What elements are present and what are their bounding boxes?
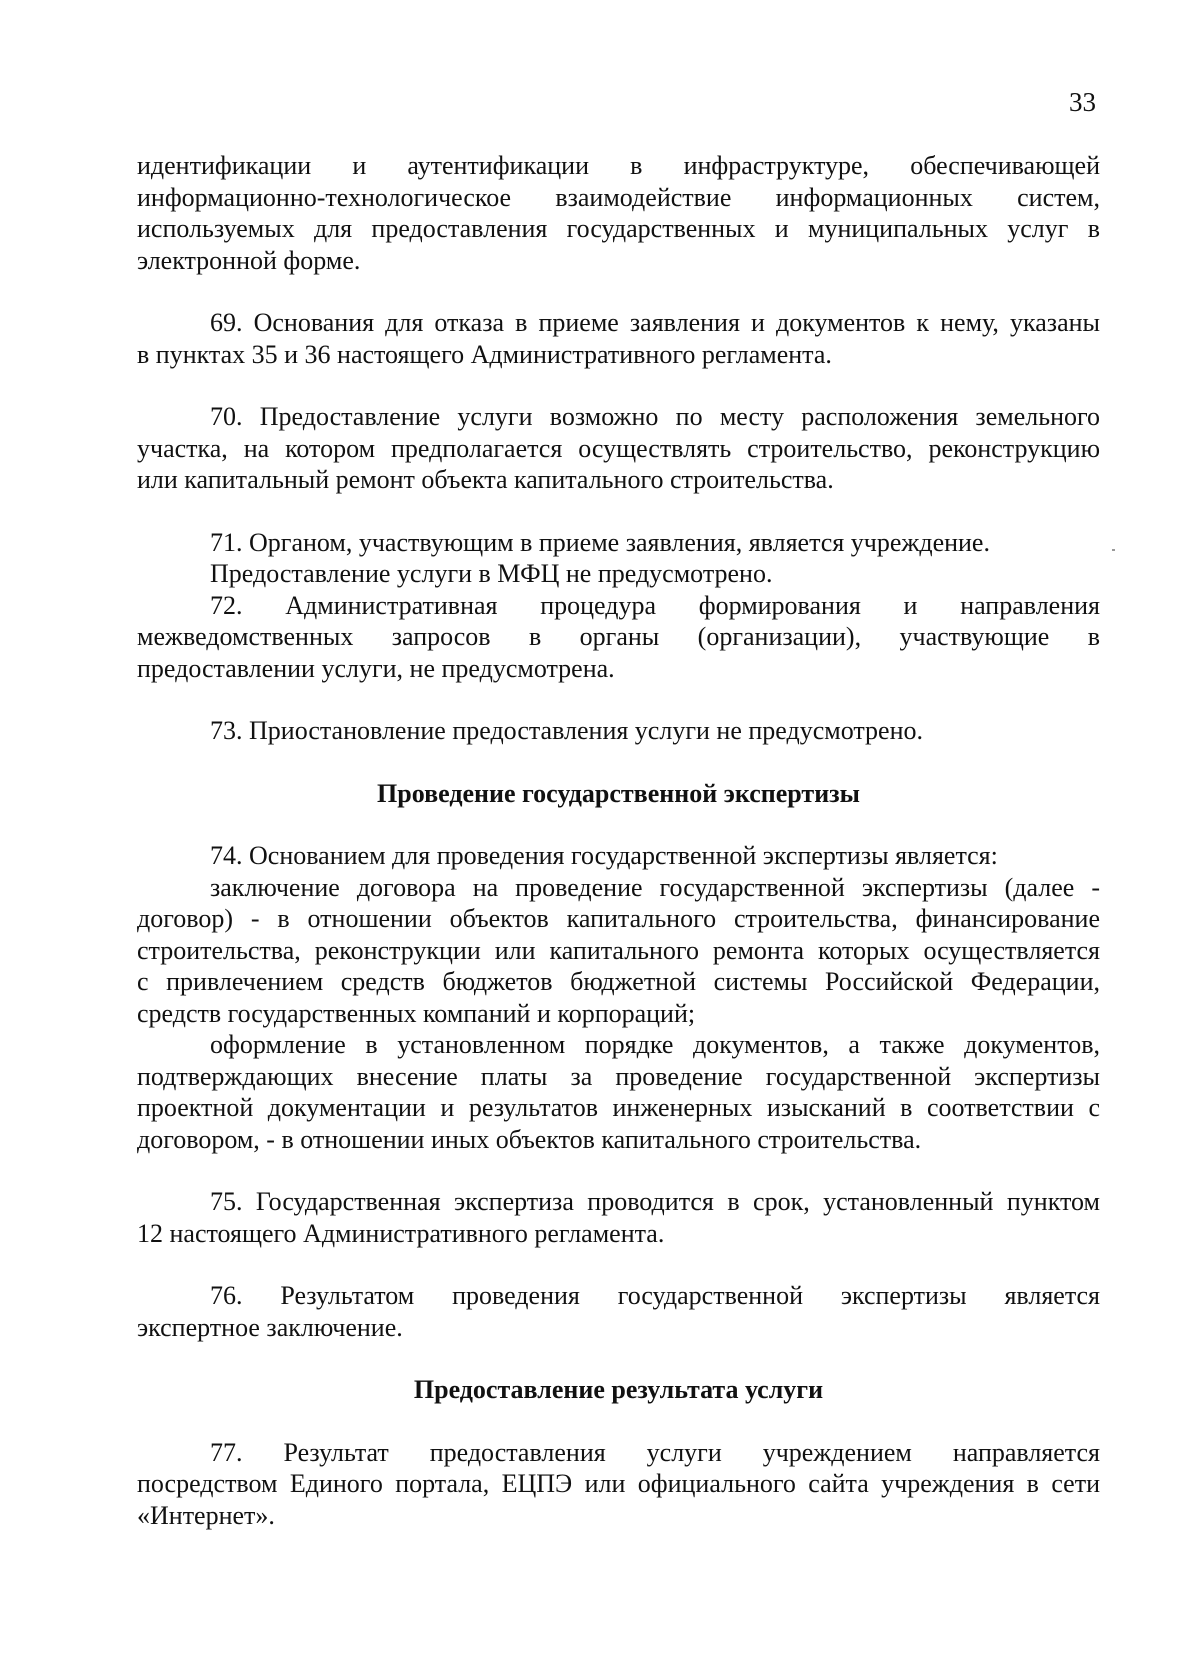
paragraph-line: участка, на котором предполагается осуществлять строительство, реконструкцию bbox=[137, 433, 1100, 463]
paragraph-73 bbox=[137, 715, 1100, 747]
paragraph-line: используемых для предоставления государственных и муниципальных услуг в bbox=[137, 214, 1100, 243]
paragraph-line: электронной форме. bbox=[137, 245, 361, 275]
paragraph-line: 75. Государственная экспертиза проводится в срок, установленный пунктом bbox=[210, 1187, 1100, 1216]
paragraph-74 bbox=[137, 840, 1100, 1155]
paragraph-line: 71. Органом, участвующим в приеме заявления, является учреждение. bbox=[210, 527, 990, 557]
paragraph-72 bbox=[137, 590, 1100, 685]
paragraph-line: 69. Основания для отказа в приеме заявления и документов к нему, указаны bbox=[210, 308, 1100, 337]
paragraph-line: межведомственных запросов в органы (организации), участвующие в bbox=[137, 622, 1100, 651]
paragraph-line: 74. Основанием для проведения государственной экспертизы является: bbox=[210, 841, 998, 870]
paragraph-line: в пунктах 35 и 36 настоящего Административного регламента. bbox=[137, 339, 832, 369]
paragraph-line: заключение договора на проведение государственной экспертизы (далее - bbox=[210, 872, 1100, 902]
section-heading-expertise: Проведение государственной экспертизы bbox=[377, 778, 860, 808]
paragraph-line: 76. Результатом проведения государственной экспертизы является bbox=[210, 1281, 1100, 1310]
paragraph-line: экспертное заключение. bbox=[137, 1312, 403, 1342]
paragraph-70 bbox=[137, 401, 1100, 496]
paragraph-line: с привлечением средств бюджетов бюджетной системы Российской Федерации, bbox=[137, 967, 1100, 996]
paragraph-75 bbox=[137, 1186, 1100, 1249]
paragraph-77 bbox=[137, 1437, 1100, 1532]
document-body bbox=[137, 150, 1100, 1531]
paragraph-line: оформление в установленном порядке документов, а также документов, bbox=[210, 1030, 1100, 1059]
paragraph-line: посредством Единого портала, ЕЦПЭ или официального сайта учреждения в сети bbox=[137, 1469, 1100, 1498]
paragraph-76 bbox=[137, 1280, 1100, 1343]
paragraph-line: информационно-технологическое взаимодействие информационных систем, bbox=[137, 182, 1100, 212]
paragraph-line: средств государственных компаний и корпораций; bbox=[137, 998, 696, 1028]
page-number: 33 bbox=[1069, 87, 1096, 117]
section-heading-result: Предоставление результата услуги bbox=[413, 1375, 824, 1404]
scan-speck bbox=[1112, 549, 1115, 551]
paragraph-line: 73. Приостановление предоставления услуги не предусмотрено. bbox=[210, 716, 923, 745]
paragraph-line: 70. Предоставление услуги возможно по месту расположения земельного bbox=[210, 402, 1100, 431]
paragraph-line: 77. Результат предоставления услуги учреждением направляется bbox=[210, 1437, 1100, 1467]
paragraph-line: проектной документации и результатов инженерных изысканий в соответствии с bbox=[137, 1093, 1100, 1122]
paragraph-71 bbox=[137, 527, 1100, 590]
paragraph-intro bbox=[137, 150, 1100, 276]
paragraph-line: договор) - в отношении объектов капитального строительства, финансирование bbox=[137, 904, 1100, 933]
paragraph-line: Предоставление услуги в МФЦ не предусмотрено. bbox=[210, 559, 773, 588]
paragraph-line: или капитальный ремонт объекта капитального строительства. bbox=[137, 465, 834, 494]
paragraph-line: договором, - в отношении иных объектов капитального строительства. bbox=[137, 1124, 922, 1154]
paragraph-69 bbox=[137, 307, 1100, 370]
paragraph-line: строительства, реконструкции или капитального ремонта которых осуществляется bbox=[137, 935, 1100, 965]
paragraph-line: 72. Административная процедура формирования и направления bbox=[210, 590, 1100, 620]
paragraph-line: предоставлении услуги, не предусмотрена. bbox=[137, 653, 615, 683]
paragraph-line: 12 настоящего Административного регламента. bbox=[137, 1218, 665, 1248]
paragraph-line: подтверждающих внесение платы за проведение государственной экспертизы bbox=[137, 1061, 1100, 1091]
paragraph-line: «Интернет». bbox=[137, 1500, 275, 1530]
paragraph-line: идентификации и аутентификации в инфраструктуре, обеспечивающей bbox=[137, 151, 1100, 180]
